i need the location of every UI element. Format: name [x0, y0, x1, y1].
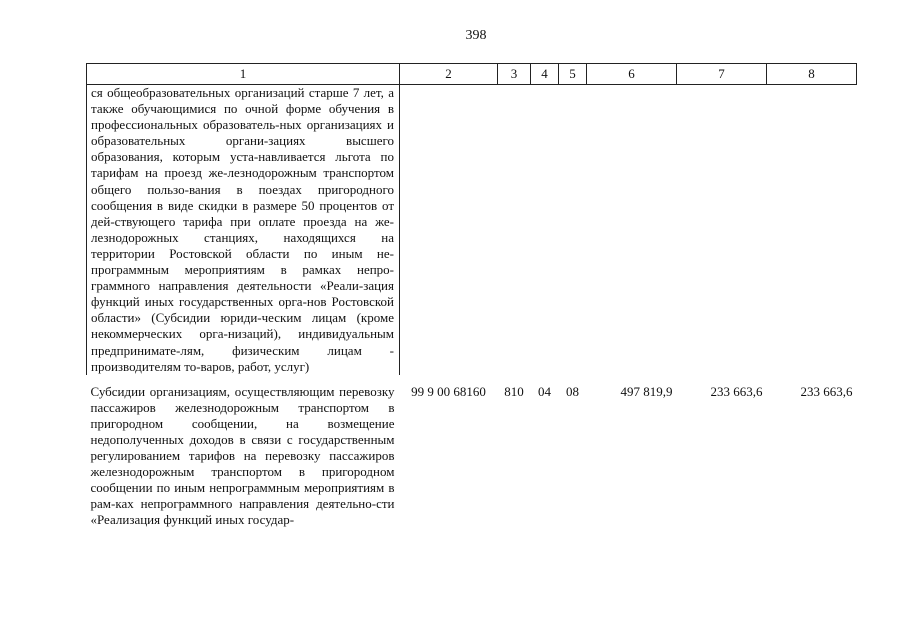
- amount-col-7: 233 663,6: [710, 383, 763, 399]
- header-row: [87, 64, 857, 85]
- code-cell: [400, 375, 498, 529]
- sum3-cell: [767, 375, 857, 529]
- table-row: [87, 375, 857, 529]
- target-code: 99 9 00 68160: [411, 383, 486, 399]
- row-description-cell: [87, 85, 400, 375]
- sum2-cell: [677, 85, 767, 375]
- column-header-8: 8: [767, 64, 857, 85]
- column-header-4: 4: [531, 64, 559, 85]
- pr-cell: [559, 85, 587, 375]
- table-row: [87, 85, 857, 375]
- column-header-5: 5: [559, 64, 587, 85]
- column-header-3: 3: [498, 64, 531, 85]
- column-header-6: 6: [587, 64, 677, 85]
- expense-type: [498, 85, 531, 94]
- page-number: 398: [465, 28, 487, 43]
- expense-type: 810: [504, 383, 524, 399]
- column-header-7: 7: [677, 64, 767, 85]
- subsection-code: 08: [566, 383, 579, 399]
- amount-col-6: 497 819,9: [620, 383, 673, 399]
- amount-col-7: [677, 85, 767, 94]
- sum1-cell: [587, 375, 677, 529]
- row-description: ся общеобразовательных организаций старше 7 лет, а также обучающимися по очной форме обучения в профессиональных образователь-ных организациях и образовательных органи-зациях высшего образования, которым уста-навливается льгота по тарифам на проезд же-лезнодорожным транспортом общего пользо-вания в поездах пригородного сообщения в виде скидки в размере 50 процентов от дей-ствующего тарифа при оплате проезда на же-лезнодорожных станциях, находящихся на территории Ростовской области по иным не-программным мероприятиям в рамках непро-граммного направления деятельности «Реали-зация функций иных государственных орга-нов Ростовской области» (Субсидии юриди-ческим лицам (кроме некоммерческих орга-низаций), индивидуальным предпринимате-лям, физическим лицам - производителям то-варов, работ, услуг): [91, 85, 394, 374]
- target-code: [400, 85, 498, 94]
- sum3-cell: [767, 85, 857, 375]
- amount-col-8: [767, 85, 857, 94]
- column-header-1: 1: [87, 64, 400, 85]
- vr-cell: [498, 375, 531, 529]
- pr-cell: [559, 375, 587, 529]
- section-code: 04: [538, 383, 551, 399]
- sum2-cell: [677, 375, 767, 529]
- subsection-code: [559, 85, 587, 94]
- row-description: Субсидии организациям, осуществляющим перевозку пассажиров железнодорожным транспортом в пригородном сообщении, на возмещение недополученных доходов в связи с государственным регулированием тарифов на перевозку пассажиров железнодорожным транспортом в пригородном сообщении по иным непрограммным мероприятиям в рам-ках непрограммного направления деятельно-сти «Реализация функций иных государ-: [90, 383, 395, 528]
- code-cell: [400, 85, 498, 375]
- amount-col-6: [587, 85, 677, 94]
- budget-table: [86, 63, 857, 529]
- column-header-2: 2: [400, 64, 498, 85]
- row-description-cell: [87, 375, 400, 529]
- section-code: [531, 85, 559, 94]
- rz-cell: [531, 375, 559, 529]
- sum1-cell: [587, 85, 677, 375]
- vr-cell: [498, 85, 531, 375]
- rz-cell: [531, 85, 559, 375]
- amount-col-8: 233 663,6: [800, 383, 853, 399]
